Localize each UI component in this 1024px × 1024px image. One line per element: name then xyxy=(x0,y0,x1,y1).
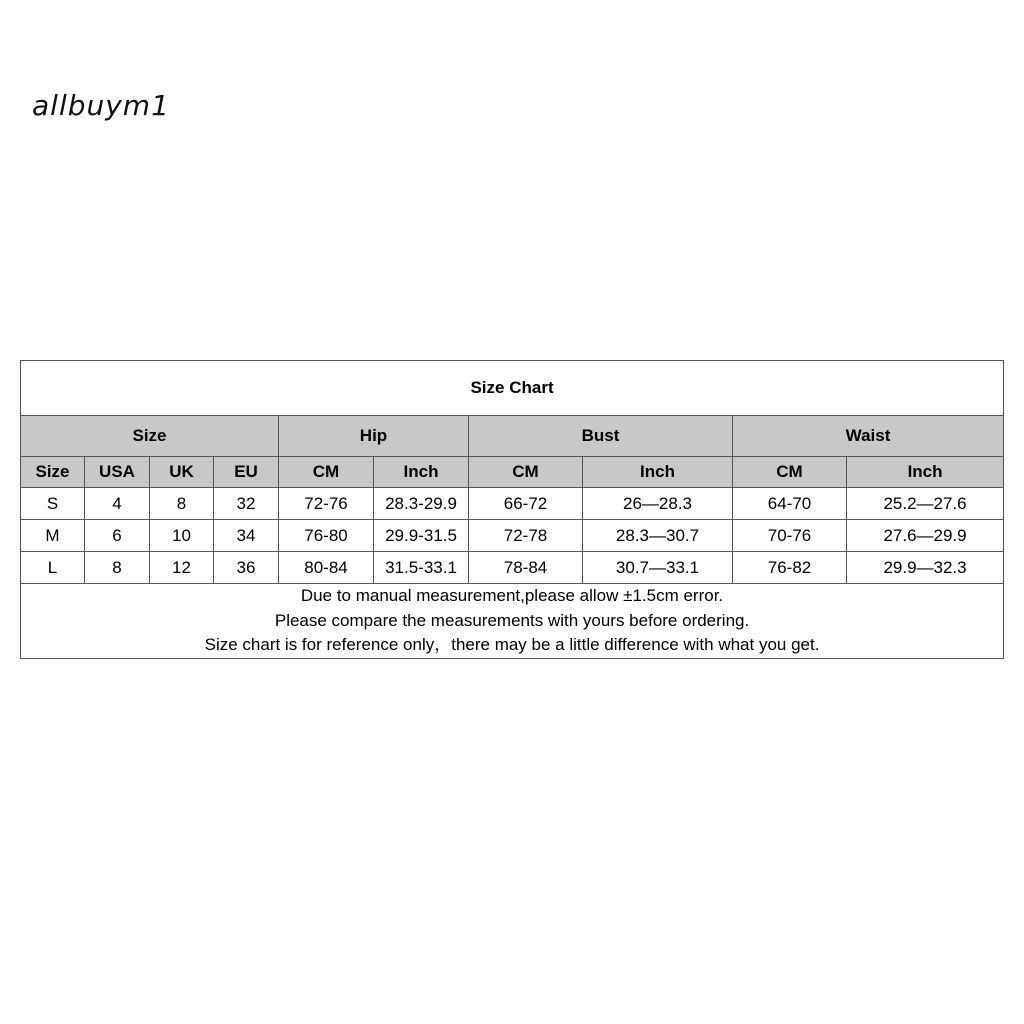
column-header: CM xyxy=(279,457,374,488)
group-header-hip: Hip xyxy=(279,416,469,457)
table-cell: 72-76 xyxy=(279,488,374,520)
table-cell: 31.5-33.1 xyxy=(374,552,469,584)
table-cell: L xyxy=(21,552,85,584)
column-header: EU xyxy=(214,457,279,488)
brand-watermark: allbuym1 xyxy=(32,89,170,122)
note-line: Due to manual measurement,please allow ±1.5cm error. xyxy=(300,586,724,605)
table-cell: 34 xyxy=(214,520,279,552)
column-header: UK xyxy=(150,457,214,488)
table-cell: 25.2—27.6 xyxy=(847,488,1004,520)
note-line: Please compare the measurements with yours before ordering. xyxy=(274,610,750,630)
table-cell: 27.6—29.9 xyxy=(847,520,1004,552)
group-header-size: Size xyxy=(21,416,279,457)
table-cell: 64-70 xyxy=(733,488,847,520)
column-header: CM xyxy=(469,457,583,488)
column-header: USA xyxy=(85,457,150,488)
column-header: Inch xyxy=(374,457,469,488)
column-header: CM xyxy=(733,457,847,488)
table-cell: 8 xyxy=(85,552,150,584)
table-cell: 29.9—32.3 xyxy=(847,552,1004,584)
table-cell: 32 xyxy=(214,488,279,520)
group-header-row xyxy=(21,416,1004,457)
notes-row xyxy=(21,584,1004,659)
table-row xyxy=(21,488,1004,520)
table-cell: 28.3-29.9 xyxy=(374,488,469,520)
table-cell: 78-84 xyxy=(469,552,583,584)
notes-cell xyxy=(21,584,1004,659)
column-header: Size xyxy=(21,457,85,488)
table-cell: 66-72 xyxy=(469,488,583,520)
table-cell: M xyxy=(21,520,85,552)
table-cell: 26—28.3 xyxy=(583,488,733,520)
size-chart-table xyxy=(20,360,1004,659)
table-cell: 80-84 xyxy=(279,552,374,584)
table-cell: 12 xyxy=(150,552,214,584)
table-cell: 29.9-31.5 xyxy=(374,520,469,552)
table-cell: 6 xyxy=(85,520,150,552)
note-line: Size chart is for reference only，there may be a little difference with what you get. xyxy=(204,635,820,654)
chart-title: Size Chart xyxy=(21,361,1004,416)
group-header-bust: Bust xyxy=(469,416,733,457)
table-cell: 72-78 xyxy=(469,520,583,552)
table-cell: 4 xyxy=(85,488,150,520)
column-header-row xyxy=(21,457,1004,488)
group-header-waist: Waist xyxy=(733,416,1004,457)
table-row xyxy=(21,552,1004,584)
table-cell: S xyxy=(21,488,85,520)
table-cell: 76-82 xyxy=(733,552,847,584)
column-header: Inch xyxy=(583,457,733,488)
table-cell: 8 xyxy=(150,488,214,520)
table-cell: 76-80 xyxy=(279,520,374,552)
table-cell: 10 xyxy=(150,520,214,552)
table-cell: 36 xyxy=(214,552,279,584)
column-header: Inch xyxy=(847,457,1004,488)
table-cell: 28.3—30.7 xyxy=(583,520,733,552)
table-cell: 30.7—33.1 xyxy=(583,552,733,584)
table-row xyxy=(21,520,1004,552)
table-cell: 70-76 xyxy=(733,520,847,552)
title-row xyxy=(21,361,1004,416)
